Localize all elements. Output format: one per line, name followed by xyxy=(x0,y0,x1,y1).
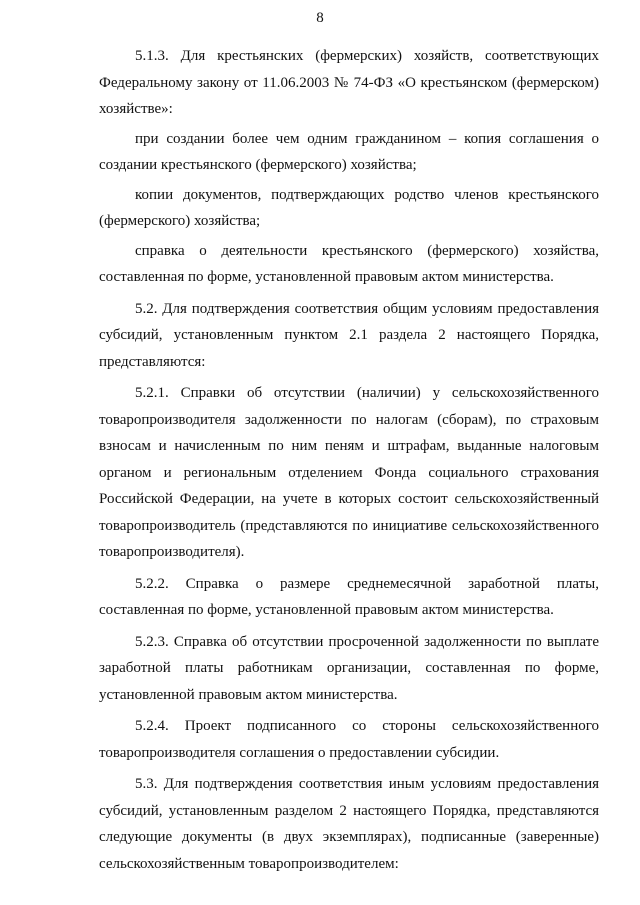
paragraph-kinship-documents: копии документов, подтверждающих родство членов крестьянского (фермерского) хозяйства; xyxy=(99,186,599,229)
page-number: 8 xyxy=(316,10,324,26)
paragraph-5-1-3: 5.1.3. Для крестьянских (фермерских) хозяйств, соответствующих Федеральному закону от 11.06.2003 № 74-ФЗ «О крестьянском (фермерском) хозяйстве»: xyxy=(99,48,599,117)
paragraph-activity-certificate: справка о деятельности крестьянского (фермерского) хозяйства, составленная по форме, установленной правовым актом министерства. xyxy=(99,242,599,285)
paragraph-5-3: 5.3. Для подтверждения соответствия иным условиям предоставления субсидий, установленным разделом 2 настоящего Порядка, представляются следующие документы (в двух экземплярах), подписанные (заверенные) сельскохозяйственным товаропроизводителем: xyxy=(99,776,599,872)
paragraph-5-2-2: 5.2.2. Справка о размере среднемесячной заработной платы, составленная по форме, установленной правовым актом министерства. xyxy=(99,575,599,618)
paragraph-5-2-3: 5.2.3. Справка об отсутствии просроченной задолженности по выплате заработной платы работникам организации, составленная по форме, установленной правовым актом министерства. xyxy=(99,633,599,703)
paragraph-5-2-4: 5.2.4. Проект подписанного со стороны сельскохозяйственного товаропроизводителя соглашения о предоставлении субсидии. xyxy=(99,718,599,761)
paragraph-5-2: 5.2. Для подтверждения соответствия общим условиям предоставления субсидий, установленным пунктом 2.1 раздела 2 настоящего Порядка, представляются: xyxy=(99,300,599,370)
document-body xyxy=(99,43,599,877)
paragraph-5-2-1: 5.2.1. Справки об отсутствии (наличии) у сельскохозяйственного товаропроизводителя задолженности по налогам (сборам), по страховым взносам и начисленным по ним пеням и штрафам, выданные налоговым органом и региональным отделением Фонда социального страхования Российской Федерации, на учете в которых состоит сельскохозяйственный товаропроизводитель (представляются по инициативе сельскохозяйственного товаропроизводителя). xyxy=(99,385,599,560)
paragraph-joint-creation: при создании более чем одним гражданином – копия соглашения о создании крестьянского (фермерского) хозяйства; xyxy=(99,130,599,173)
